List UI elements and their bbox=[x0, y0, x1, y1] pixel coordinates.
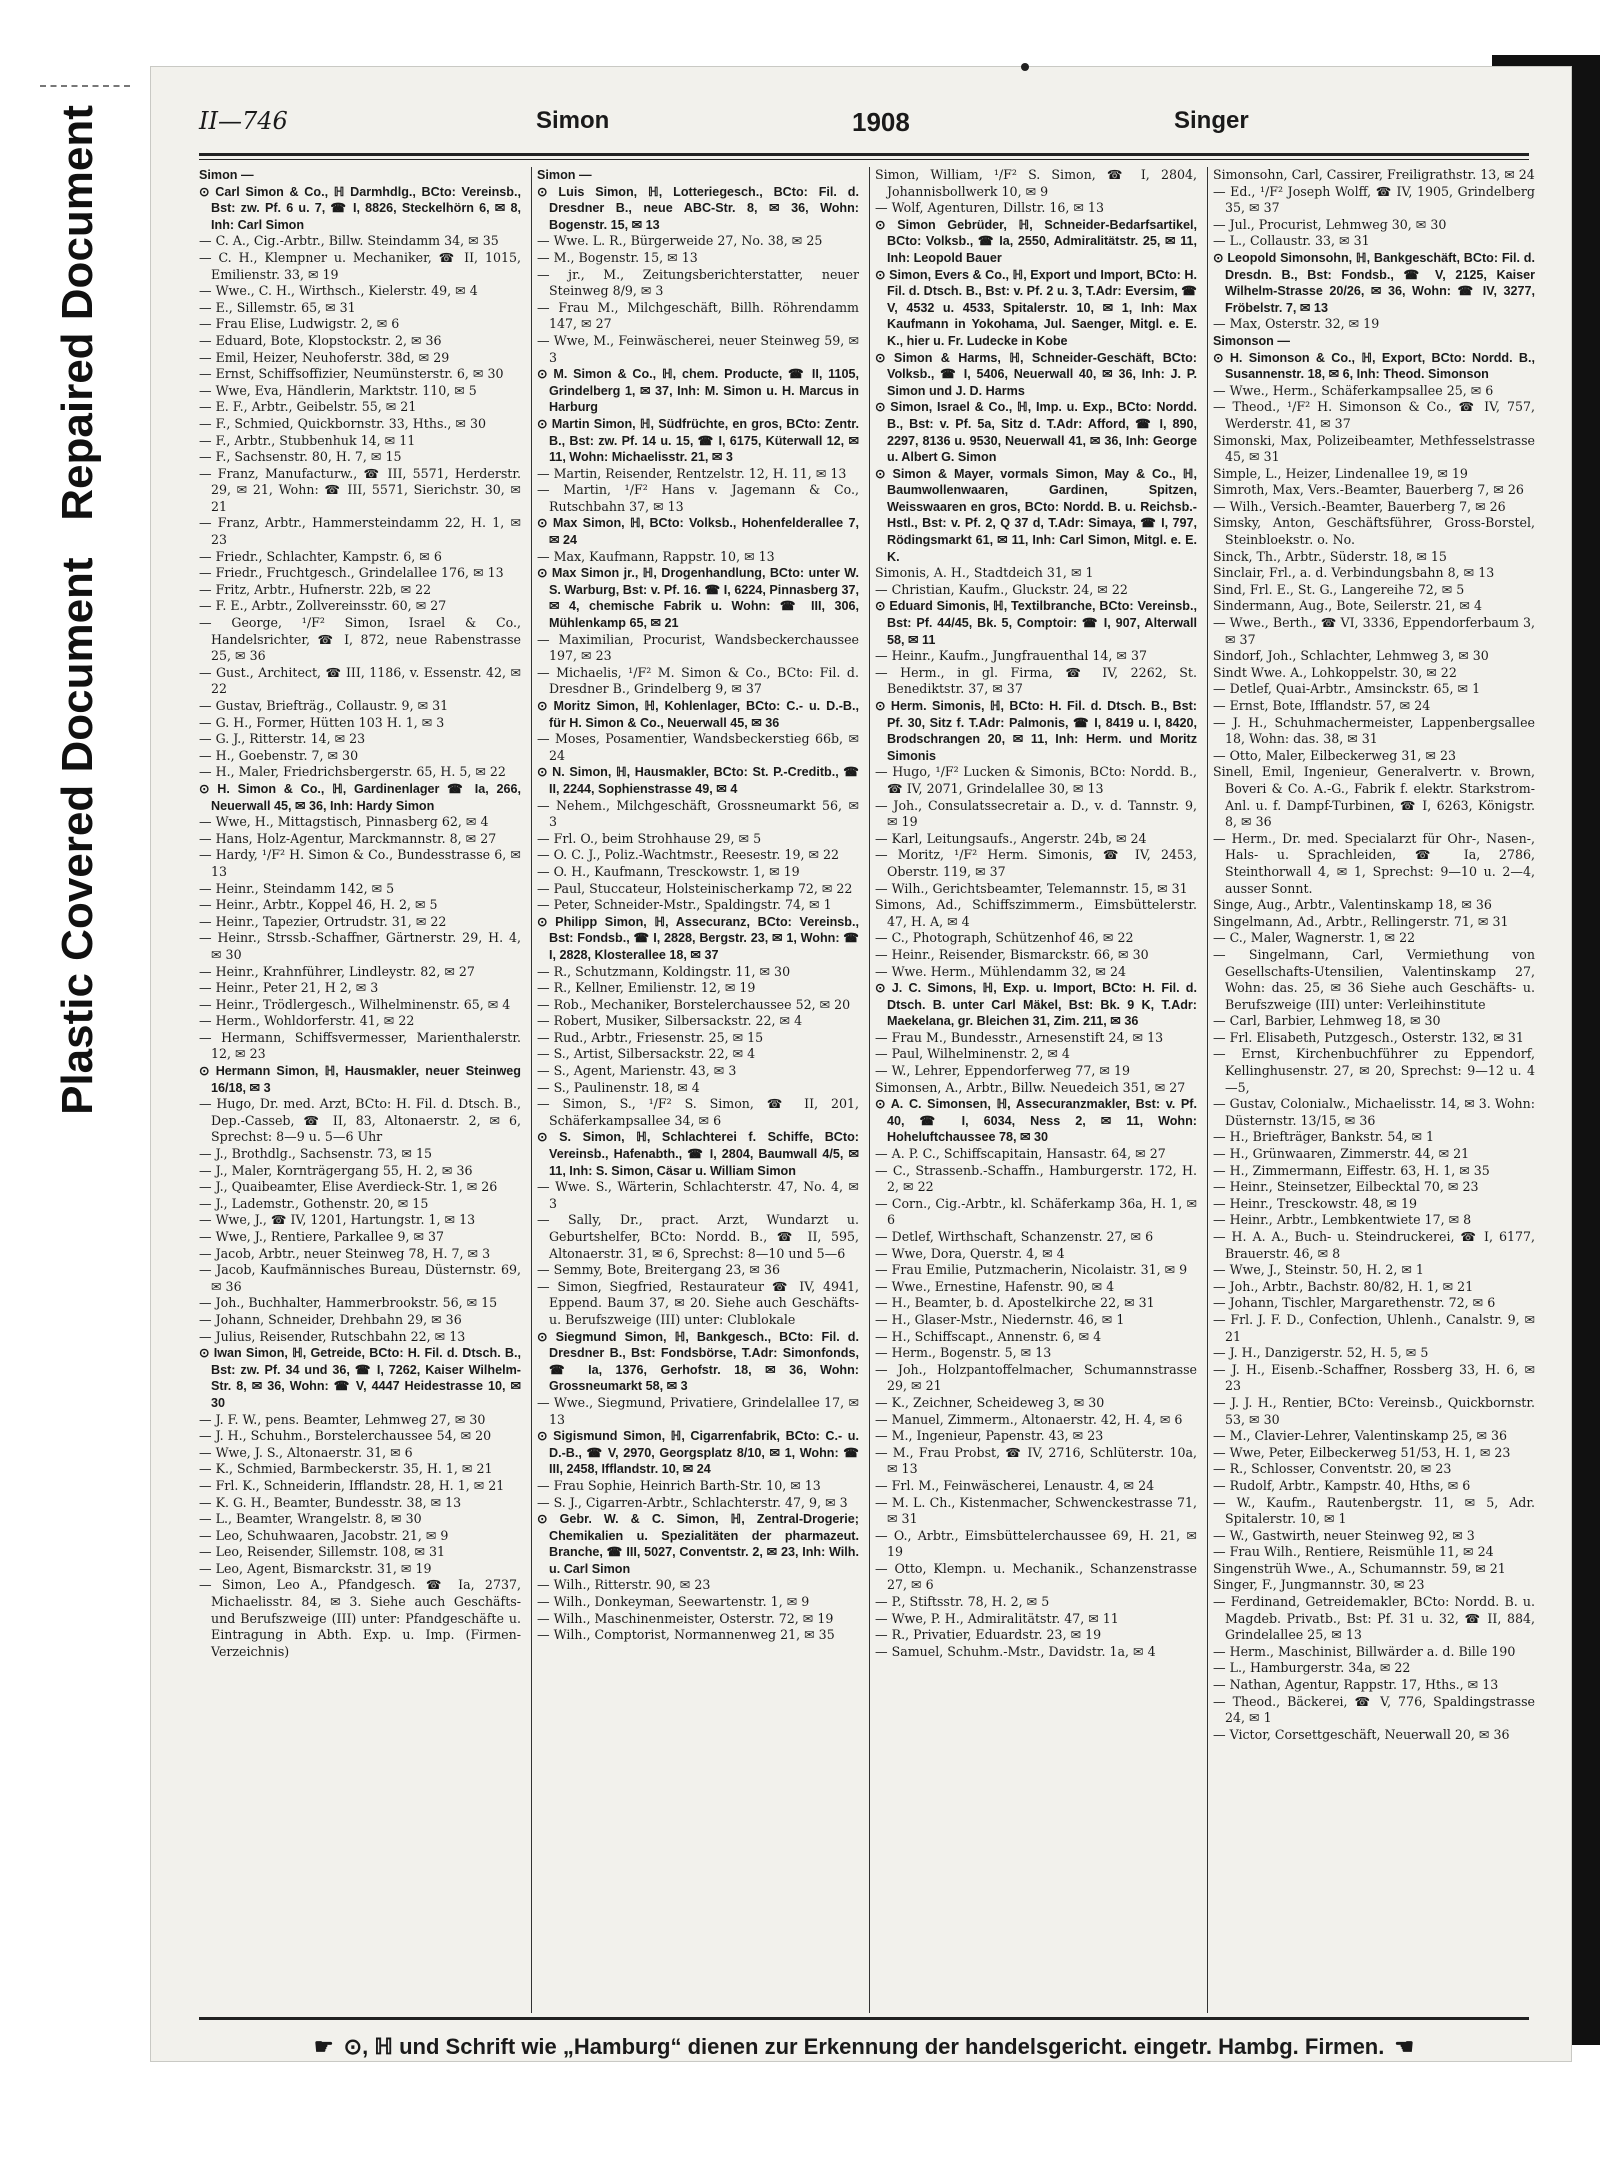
directory-entry: — Ernst, Bote, Ifflandstr. 57, ✉ 24 bbox=[1213, 698, 1431, 713]
directory-entry: — Max, Osterstr. 32, ✉ 19 bbox=[1213, 316, 1380, 332]
directory-entry: — H., Goebenstr. 7, ✉ 30 bbox=[199, 747, 359, 763]
directory-entry: — F., Arbtr., Stubbenhuk 14, ✉ 11 bbox=[199, 432, 416, 448]
directory-entry: — Jul., Procurist, Lehmweg 30, ✉ 30 bbox=[1213, 216, 1447, 232]
directory-entry: — Hans, Holz-Agentur, Marckmannstr. 8, ✉ 27 bbox=[199, 830, 497, 846]
directory-entry: — Heinr., Tresckowstr. 48, ✉ 19 bbox=[1213, 1195, 1417, 1211]
header-year: 1908 bbox=[852, 107, 910, 137]
directory-entry: ⊙ J. C. Simons, ℍ, Exp. u. Import, BCto: H. Fil. d. Dtsch. B. unter Carl Mäkel, Bst: Bk. 9 K, T.Adr: Maekelana, gr. Bleichen 31, Zim. 211, ✉ 36 bbox=[875, 981, 1197, 1029]
directory-entry: Sindorf, Joh., Schlachter, Lehmweg 3, ✉ 30 bbox=[1213, 648, 1489, 664]
directory-entry: — Theod., Bäckerei, ☎ V, 776, Spaldingstrasse 24, ✉ 1 bbox=[1213, 1693, 1535, 1726]
directory-entry: — Frl. J. F. D., Confection, Uhlenh., Canalstr. 9, ✉ 21 bbox=[1213, 1311, 1535, 1344]
directory-entry: — Joh., Consulatssecretair a. D., v. d. Tannstr. 9, ✉ 19 bbox=[875, 797, 1197, 830]
directory-entry: — Simon, S., ¹/F² S. Simon, ☎ II, 201, Schäferkampsallee 34, ✉ 6 bbox=[537, 1096, 859, 1128]
directory-entry: — Herm., Maschinist, Billwärder a. d. Bille 190 bbox=[1213, 1643, 1516, 1659]
directory-entry: — jr., M., Zeitungsberichterstatter, neuer Steinweg 8/9, ✉ 3 bbox=[537, 266, 859, 299]
directory-entry: — Hugo, Dr. med. Arzt, BCto: H. Fil. d. Dtsch. B., Dep.-Casseb, ☎ II, 83, Altonaerstr. 2, ✉ 6, Sprechst: 8—9 u. 5—6 Uhr bbox=[199, 1096, 521, 1145]
directory-entry: — F., Schmied, Quickbornstr. 33, Hths., ✉ 30 bbox=[199, 415, 486, 431]
directory-entry: — Carl, Barbier, Lehmweg 18, ✉ 30 bbox=[1213, 1013, 1441, 1029]
directory-entry: — K., Schmied, Barmbeckerstr. 35, H. 1, ✉ 21 bbox=[199, 1461, 493, 1477]
directory-entry: — C. A., Cig.-Arbtr., Billw. Steindamm 34, ✉ 35 bbox=[199, 233, 499, 249]
header-left-name: Simon bbox=[536, 107, 610, 134]
directory-entry: — Gustav, Briefträg., Collaustr. 9, ✉ 31 bbox=[199, 698, 449, 713]
directory-entry: — Emil, Heizer, Neuhoferstr. 38d, ✉ 29 bbox=[199, 349, 450, 365]
directory-entry: — Wilh., Maschinenmeister, Osterstr. 72, ✉ 19 bbox=[537, 1610, 834, 1626]
directory-entry: — M., Ingenieur, Papenstr. 43, ✉ 23 bbox=[875, 1428, 1104, 1444]
directory-entry: — K. G. H., Beamter, Bundesstr. 38, ✉ 13 bbox=[199, 1494, 462, 1510]
directory-entry: — Heinr., Trödlergesch., Wilhelminenstr. 65, ✉ 4 bbox=[199, 996, 511, 1012]
directory-entry: — Wilh., Ritterstr. 90, ✉ 23 bbox=[537, 1577, 711, 1593]
directory-entry: — Hermann, Schiffsvermesser, Marienthalerstr. 12, ✉ 23 bbox=[199, 1029, 521, 1062]
directory-entry: — J. H., Schuhmachermeister, Lappenbergsallee 18, Wohn: das. 38, ✉ 31 bbox=[1213, 714, 1535, 747]
directory-entry: — Johann, Tischler, Margarethenstr. 72, ✉ 6 bbox=[1213, 1295, 1496, 1311]
directory-entry: ⊙ S. Simon, ℍ, Schlachterei f. Schiffe, BCto: Vereinsb., Hafenabth., ☎ I, 2804, Baumwall 4/5, ✉ 11, Inh: S. Simon, Cäsar u. William Simon bbox=[537, 1130, 859, 1178]
directory-entry: ⊙ Leopold Simonsohn, ℍ, Bankgeschäft, BCto: Fil. d. Dresdn. B., Bst: Fondsb., ☎ V, 2125, Kaiser Wilhelm-Strasse 20/26, ✉ 36, Wohn: ☎ IV, 3277, Fröbelstr. 7, ✉ 13 bbox=[1213, 250, 1535, 315]
directory-entry: — Frl. Elisabeth, Putzgesch., Osterstr. 132, ✉ 31 bbox=[1213, 1029, 1524, 1045]
directory-entry: — J. J. H., Rentier, BCto: Vereinsb., Quickbornstr. 53, ✉ 30 bbox=[1213, 1394, 1535, 1427]
directory-entry: — Leo, Reisender, Sillemstr. 108, ✉ 31 bbox=[199, 1544, 446, 1560]
directory-entry: ⊙ N. Simon, ℍ, Hausmakler, BCto: St. P.-Creditb., ☎ II, 2244, Sophienstrasse 49, ✉ 4 bbox=[537, 765, 859, 796]
directory-entry: — Eduard, Bote, Klopstockstr. 2, ✉ 36 bbox=[199, 332, 442, 348]
directory-entry: — M., Bogenstr. 15, ✉ 13 bbox=[537, 249, 698, 265]
directory-entry: — Wwe, Eva, Händlerin, Marktstr. 110, ✉ 5 bbox=[199, 382, 477, 398]
pointing-hand-icon: ☚ bbox=[1394, 2034, 1415, 2059]
directory-entry: — Wwe, Dora, Querstr. 4, ✉ 4 bbox=[875, 1245, 1065, 1261]
directory-entry: ⊙ Iwan Simon, ℍ, Getreide, BCto: H. Fil. d. Dtsch. B., Bst: zw. Pf. 34 und 36, ☎ I, 7262, Kaiser Wilhelm-Str. 8, ✉ 36, Wohn: ☎ V, 4447 Heidestrasse 10, ✉ 30 bbox=[199, 1346, 521, 1410]
header-right-name: Singer bbox=[1174, 107, 1249, 134]
directory-entry: — S., Artist, Silbersackstr. 22, ✉ 4 bbox=[537, 1046, 756, 1062]
directory-entry: — Max, Kaufmann, Rappstr. 10, ✉ 13 bbox=[537, 548, 775, 564]
page-header bbox=[199, 107, 1529, 147]
directory-entry: — Wwe., Ernestine, Hafenstr. 90, ✉ 4 bbox=[875, 1278, 1115, 1294]
directory-entry: ⊙ Gebr. W. & C. Simon, ℍ, Zentral-Drogerie; Chemikalien u. Spezialitäten der pharmazeut. Branche, ☎ III, 5027, Conventstr. 2, ✉ 23, Inh: Wilh. u. Carl Simon bbox=[537, 1512, 859, 1576]
header-rule bbox=[199, 153, 1529, 156]
directory-entry: — Johann, Schneider, Drehbahn 29, ✉ 36 bbox=[199, 1311, 462, 1327]
side-label bbox=[53, 105, 103, 1115]
directory-entry: Singelmann, Ad., Arbtr., Rellingerstr. 71, ✉ 31 bbox=[1213, 913, 1509, 929]
directory-entry: — Leo, Schuhwaaren, Jacobstr. 21, ✉ 9 bbox=[199, 1527, 449, 1543]
directory-entry: — Frau Sophie, Heinrich Barth-Str. 10, ✉ 13 bbox=[537, 1477, 821, 1493]
directory-entry: — Jacob, Kaufmännisches Bureau, Düsternstr. 69, ✉ 36 bbox=[199, 1262, 521, 1294]
directory-entry: — H., Beamter, b. d. Apostelkirche 22, ✉ 31 bbox=[875, 1295, 1155, 1311]
directory-entry: ⊙ Simon Gebrüder, ℍ, Schneider-Bedarfsartikel, BCto: Volksb., ☎ Ia, 2550, Admiralitätstr. 25, ✉ 11, Inh: Leopold Bauer bbox=[875, 217, 1197, 265]
directory-entry: ⊙ Philipp Simon, ℍ, Assecuranz, BCto: Vereinsb., Bst: Fondsb., ☎ I, 2828, Bergstr. 23, ✉ 1, Wohn: ☎ I, 2828, Klosterallee 18, ✉ 37 bbox=[537, 914, 859, 962]
directory-entry: — Wwe., Siegmund, Privatiere, Grindelallee 17, ✉ 13 bbox=[537, 1394, 859, 1427]
directory-entry: — Hugo, ¹/F² Lucken & Simonis, BCto: Nordd. B., ☎ IV, 2071, Grindelallee 30, ✉ 13 bbox=[875, 764, 1197, 796]
directory-entry: ⊙ H. Simonson & Co., ℍ, Export, BCto: Nordd. B., Susannenstr. 18, ✉ 6, Inh: Theod. Simonson bbox=[1213, 350, 1535, 382]
directory-entry: Sind, Frl. E., St. G., Langereihe 72, ✉ 5 bbox=[1213, 581, 1465, 597]
directory-entry: — Heinr., Peter 21, H 2, ✉ 3 bbox=[199, 980, 379, 996]
directory-entry: — Corn., Cig.-Arbtr., kl. Schäferkamp 36a, H. 1, ✉ 6 bbox=[875, 1195, 1197, 1228]
directory-entry: — R., Schlosser, Conventstr. 20, ✉ 23 bbox=[1213, 1461, 1452, 1477]
directory-entry: Sinck, Th., Arbtr., Süderstr. 18, ✉ 15 bbox=[1213, 548, 1447, 564]
directory-entry: — L., Collaustr. 33, ✉ 31 bbox=[1213, 233, 1370, 249]
directory-entry: — M., Frau Probst, ☎ IV, 2716, Schlüterstr. 10a, ✉ 13 bbox=[875, 1444, 1197, 1477]
directory-entry: — Julius, Reisender, Rutschbahn 22, ✉ 13 bbox=[199, 1328, 466, 1344]
directory-entry: — Leo, Agent, Bismarckstr. 31, ✉ 19 bbox=[199, 1560, 432, 1576]
directory-entry: — Martin, Reisender, Rentzelstr. 12, H. 11, ✉ 13 bbox=[537, 465, 847, 481]
directory-entry: — Gust., Architect, ☎ III, 1186, v. Essenstr. 42, ✉ 22 bbox=[199, 664, 521, 697]
directory-entry: — Frau Elise, Ludwigstr. 2, ✉ 6 bbox=[199, 316, 400, 332]
directory-entry: — Heinr., Reisender, Bismarckstr. 66, ✉ 30 bbox=[875, 946, 1149, 962]
directory-entry: Singer, F., Jungmannstr. 30, ✉ 23 bbox=[1213, 1577, 1425, 1593]
directory-entry: — Wwe., C. H., Wirthsch., Kielerstr. 49, ✉ 4 bbox=[199, 283, 478, 299]
directory-entry: ⊙ Hermann Simon, ℍ, Hausmakler, neuer Steinweg 16/18, ✉ 3 bbox=[199, 1064, 521, 1095]
directory-entry: — L., Hamburgerstr. 34a, ✉ 22 bbox=[1213, 1660, 1411, 1676]
directory-entry: — Wwe, P. H., Admiralitätstr. 47, ✉ 11 bbox=[875, 1610, 1119, 1626]
directory-entry: — Nehem., Milchgeschäft, Grossneumarkt 56, ✉ 3 bbox=[537, 797, 859, 830]
directory-entry: — Rudolf, Arbtr., Kampstr. 40, Hths, ✉ 6 bbox=[1213, 1477, 1471, 1493]
directory-entry: ⊙ Simon & Harms, ℍ, Schneider-Geschäft, BCto: Volksb., ☎ I, 5406, Neuerwall 40, ✉ 36, Inh: J. P. Simon und J. D. Harms bbox=[875, 350, 1197, 398]
directory-entry: — Maximilian, Procurist, Wandsbeckerchaussee 197, ✉ 23 bbox=[537, 631, 859, 664]
directory-entry: — J., Lademstr., Gothenstr. 20, ✉ 15 bbox=[199, 1195, 429, 1211]
directory-entry: — Victor, Corsettgeschäft, Neuerwall 20, ✉ 36 bbox=[1213, 1726, 1510, 1742]
directory-entry: — Karl, Leitungsaufs., Angerstr. 24b, ✉ 24 bbox=[875, 830, 1147, 846]
directory-entry: — O. C. J., Poliz.-Wachtmstr., Reesestr. 19, ✉ 22 bbox=[537, 847, 840, 863]
directory-entry: — J. H., Danzigerstr. 52, H. 5, ✉ 5 bbox=[1213, 1345, 1429, 1361]
directory-entry: — Paul, Stuccateur, Holsteinischerkamp 72, ✉ 22 bbox=[537, 880, 853, 896]
directory-entry: — Frau M., Milchgeschäft, Billh. Röhrendamm 147, ✉ 27 bbox=[537, 299, 859, 332]
header-rule-thin bbox=[199, 159, 1529, 160]
directory-entry: — C., Maler, Wagnerstr. 1, ✉ 22 bbox=[1213, 930, 1416, 946]
directory-entry: — H., Glaser-Mstr., Niedernstr. 46, ✉ 1 bbox=[875, 1311, 1125, 1327]
directory-entry: — H., Zimmermann, Eiffestr. 63, H. 1, ✉ 35 bbox=[1213, 1162, 1490, 1178]
directory-entry: ⊙ Martin Simon, ℍ, Südfrüchte, en gros, BCto: Zentr. B., Bst: zw. Pf. 14 u. 15, ☎ I, 6175, Küterwall 12, ✉ 11, Wohn: Michaelisstr. 21, ✉ 3 bbox=[537, 416, 859, 465]
directory-entry: — Heinr., Kaufm., Jungfrauenthal 14, ✉ 37 bbox=[875, 648, 1147, 664]
directory-entry: — Robert, Musiker, Silbersackstr. 22, ✉ 4 bbox=[537, 1013, 803, 1029]
directory-entry: — H., Briefträger, Bankstr. 54, ✉ 1 bbox=[1213, 1129, 1435, 1145]
directory-entry: — Wwe, M., Feinwäscherei, neuer Steinweg 59, ✉ 3 bbox=[537, 332, 859, 365]
directory-entry: — Rob., Mechaniker, Borstelerchaussee 52, ✉ 20 bbox=[537, 996, 851, 1012]
directory-entry: — Simon, Leo A., Pfandgesch. ☎ Ia, 2737, Michaelisstr. 84, ✉ 3. Siehe auch Geschäfts- und Berufszweige (III) unter: Pfandgeschäfte u. Eintragung in Abth. Exp. u. Imp. (Firmen-Verzeichnis) bbox=[199, 1577, 521, 1659]
directory-entry: — W., Lehrer, Eppendorferweg 77, ✉ 19 bbox=[875, 1063, 1130, 1079]
directory-entry: — Singelmann, Carl, Vermiethung von Gesellschafts-Utensilien, Valentinskamp 27, Wohn: das. 25, ✉ 36 Siehe auch Geschäfts- u. Berufszweige (III) unter: Verleihinstitute bbox=[1213, 946, 1535, 1012]
directory-entry: — Peter, Schneider-Mstr., Spaldingstr. 74, ✉ 1 bbox=[537, 897, 832, 913]
directory-entry: — O. H., Kaufmann, Tresckowstr. 1, ✉ 19 bbox=[537, 863, 800, 879]
directory-entry: — Heinr., Arbtr., Koppel 46, H. 2, ✉ 5 bbox=[199, 897, 438, 913]
directory-entry: — Nathan, Agentur, Rappstr. 17, Hths., ✉ 13 bbox=[1213, 1677, 1499, 1693]
directory-entry: — Wwe, H., Mittagstisch, Pinnasberg 62, ✉ 4 bbox=[199, 814, 489, 830]
directory-entry: — Friedr., Schlachter, Kampstr. 6, ✉ 6 bbox=[199, 548, 442, 564]
directory-entry: — Ed., ¹/F² Joseph Wolff, ☎ IV, 1905, Grindelberg 35, ✉ 37 bbox=[1213, 183, 1535, 216]
directory-entry: Simon — bbox=[199, 168, 254, 182]
directory-entry: — S., Agent, Marienstr. 43, ✉ 3 bbox=[537, 1063, 737, 1079]
directory-entry: — Herm., Bogenstr. 5, ✉ 13 bbox=[875, 1345, 1052, 1361]
directory-entry: Simon — bbox=[537, 168, 592, 182]
directory-entry: ⊙ A. C. Simonsen, ℍ, Assecuranzmakler, Bst: v. Pf. 40, ☎ I, 6034, Ness 2, ✉ 11, Wohn: Hoheluftchaussee 78, ✉ 30 bbox=[875, 1097, 1197, 1145]
directory-entry: — Frau Wilh., Rentiere, Reismühle 11, ✉ 24 bbox=[1213, 1544, 1494, 1560]
directory-entry: — Wwe, J., Rentiere, Parkallee 9, ✉ 37 bbox=[199, 1229, 445, 1244]
directory-entry: — J., Maler, Kornträgergang 55, H. 2, ✉ 36 bbox=[199, 1162, 473, 1178]
directory-entry: Sindt Wwe. A., Lohkoppelstr. 30, ✉ 22 bbox=[1213, 664, 1457, 680]
directory-entry: — Theod., ¹/F² H. Simonson & Co., ☎ IV, 757, Werderstr. 41, ✉ 37 bbox=[1213, 399, 1535, 431]
directory-entry: ⊙ Luis Simon, ℍ, Lotteriegesch., BCto: Fil. d. Dresdner B., neue ABC-Str. 8, ✉ 36, Wohn: Bogenstr. 15, ✉ 13 bbox=[537, 184, 859, 232]
directory-entry: — Herm., Wohldorferstr. 41, ✉ 22 bbox=[199, 1013, 415, 1029]
directory-entry: — Wwe, Peter, Eilbeckerweg 51/53, H. 1, ✉ 23 bbox=[1213, 1444, 1511, 1460]
directory-entry: — Ernst, Kirchenbuchführer zu Eppendorf, Kellinghusenstr. 27, ✉ 20, Sprechst: 9—12 u. 4—5, bbox=[1213, 1046, 1535, 1095]
directory-entry: — Heinr., Steindamm 142, ✉ 5 bbox=[199, 880, 395, 896]
directory-entry: Sinclair, Frl., a. d. Verbindungsbahn 8, ✉ 13 bbox=[1213, 565, 1495, 581]
directory-entry: — J., Brothdlg., Sachsenstr. 73, ✉ 15 bbox=[199, 1146, 432, 1162]
directory-entry: — Detlef, Quai-Arbtr., Amsinckstr. 65, ✉ 1 bbox=[1213, 681, 1481, 697]
directory-entry: — Heinr., Strssb.-Schaffner, Gärtnerstr. 29, H. 4, ✉ 30 bbox=[199, 930, 521, 962]
directory-entry: — Gustav, Colonialw., Michaelisstr. 14, ✉ 3. Wohn: Düsternstr. 13/15, ✉ 36 bbox=[1213, 1096, 1535, 1128]
directory-entry: Simsky, Anton, Geschäftsführer, Gross-Borstel, Steinbloekstr. o. No. bbox=[1213, 515, 1535, 548]
directory-page bbox=[150, 66, 1572, 2062]
directory-entry: — Franz, Manufacturw., ☎ III, 5571, Herderstr. 29, ✉ 21, Wohn: ☎ III, 5571, Sierichstr. 30, ✉ 21 bbox=[199, 465, 521, 514]
directory-entry: — Hardy, ¹/F² H. Simon & Co., Bundesstrasse 6, ✉ 13 bbox=[199, 847, 521, 879]
directory-entry: Sinell, Emil, Ingenieur, Generalvertr. v. Brown, Boveri & Co. A.-G., Fabrik f. elektr. Starkstrom-Anl. u. f. Dampf-Turbinen, ☎ I, 6263, Königstr. 8, ✉ 36 bbox=[1213, 764, 1535, 830]
directory-entry: — R., Schutzmann, Koldingstr. 11, ✉ 30 bbox=[537, 963, 791, 979]
directory-entry: Simonis, A. H., Stadtdeich 31, ✉ 1 bbox=[875, 565, 1094, 581]
directory-entry: — Joh., Buchhalter, Hammerbrookstr. 56, ✉ 15 bbox=[199, 1295, 498, 1311]
directory-entry: — George, ¹/F² Simon, Israel & Co., Handelsrichter, ☎ I, 872, neue Rabenstrasse 25, ✉ 36 bbox=[199, 615, 521, 664]
column-2 bbox=[537, 167, 859, 2007]
directory-entry: — Herm., Dr. med. Specialarzt für Ohr-, Nasen-, Hals- u. Sprachleiden, ☎ Ia, 2786, Steinthorwall 4, ✉ 1, Sprechst: 9—10 u. 2—4, ausser Sonnt. bbox=[1213, 830, 1535, 896]
directory-entry: ⊙ Moritz Simon, ℍ, Kohlenlager, BCto: C.- u. D.-B., für H. Simon & Co., Neuerwall 45, ✉ 36 bbox=[537, 699, 859, 730]
directory-entry: — H., Maler, Friedrichsbergerstr. 65, H. 5, ✉ 22 bbox=[199, 764, 506, 780]
directory-entry: — Wwe, J., ☎ IV, 1201, Hartungstr. 1, ✉ 13 bbox=[199, 1212, 476, 1228]
directory-entry: — M. L. Ch., Kistenmacher, Schwenckestrasse 71, ✉ 31 bbox=[875, 1494, 1197, 1527]
directory-entry: ⊙ H. Simon & Co., ℍ, Gardinenlager ☎ Ia, 266, Neuerwall 45, ✉ 36, Inh: Hardy Simon bbox=[199, 781, 521, 813]
directory-entry: Singenstrüh Wwe., A., Schumannstr. 59, ✉ 21 bbox=[1213, 1560, 1506, 1576]
directory-entry: — Christian, Kaufm., Gluckstr. 24, ✉ 22 bbox=[875, 581, 1128, 597]
directory-entry: — J., Quaibeamter, Elise Averdieck-Str. 1, ✉ 26 bbox=[199, 1179, 498, 1195]
directory-entry: — Frau Emilie, Putzmacherin, Nicolaistr. 31, ✉ 9 bbox=[875, 1262, 1188, 1278]
directory-entry: — Frl. M., Feinwäscherei, Lenaustr. 4, ✉ 24 bbox=[875, 1477, 1155, 1493]
directory-entry: — R., Kellner, Emilienstr. 12, ✉ 19 bbox=[537, 980, 756, 996]
column-1 bbox=[199, 167, 521, 2007]
directory-entry: — H., Grünwaaren, Zimmerstr. 44, ✉ 21 bbox=[1213, 1146, 1470, 1162]
directory-entry: Simon, William, ¹/F² S. Simon, ☎ I, 2804, Johannisbollwerk 10, ✉ 9 bbox=[875, 167, 1197, 199]
directory-entry: — H. A. A., Buch- u. Steindruckerei, ☎ I, 6177, Brauerstr. 46, ✉ 8 bbox=[1213, 1229, 1535, 1261]
pointing-hand-icon: ☛ bbox=[313, 2034, 334, 2059]
directory-entry: — Joh., Holzpantoffelmacher, Schumannstrasse 29, ✉ 21 bbox=[875, 1361, 1197, 1394]
directory-entry: ⊙ Simon, Evers & Co., ℍ, Export und Import, BCto: H. Fil. d. Dtsch. B., Bst: v. Pf. 2 u. 3, T.Adr: Eversim, ☎ V, 4532 u. 4533, Spitalerstr. 10, ✉ 1, Inh: Max Kaufmann in Yokohama, Jul. Saenger, Mitgl. e. E. K., hier u. Fr. Ludecke in Kobe bbox=[875, 267, 1197, 348]
directory-entry: — S. J., Cigarren-Arbtr., Schlachterstr. 47, 9, ✉ 3 bbox=[537, 1494, 848, 1510]
footer-text: ⊙, ℍ und Schrift wie „Hamburg“ dienen zur Erkennung der handelsgericht. eingetr. Hambg. Firmen. bbox=[343, 2034, 1385, 2059]
directory-entry: — Otto, Maler, Eilbeckerweg 31, ✉ 23 bbox=[1213, 747, 1456, 763]
directory-entry: — Simon, Siegfried, Restaurateur ☎ IV, 4941, Eppend. Baum 37, ✉ 20. Siehe auch Geschäfts- u. Berufszweige (III) unter: Clublokale bbox=[537, 1278, 859, 1327]
directory-entry: — Wwe. Herm., Mühlendamm 32, ✉ 24 bbox=[875, 963, 1126, 979]
directory-entry: — M., Clavier-Lehrer, Valentinskamp 25, ✉ 36 bbox=[1213, 1428, 1508, 1444]
directory-entry: — Wilh., Donkeyman, Seewartenstr. 1, ✉ 9 bbox=[537, 1594, 810, 1610]
directory-entry: — Wwe., Berth., ☎ VI, 3336, Eppendorferbaum 3, ✉ 37 bbox=[1213, 615, 1535, 647]
directory-entry: Simonsen, A., Arbtr., Billw. Neuedeich 351, ✉ 27 bbox=[875, 1079, 1186, 1095]
column-3 bbox=[875, 167, 1197, 2007]
directory-entry: ⊙ Max Simon jr., ℍ, Drogenhandlung, BCto: unter W. S. Warburg, Bst: v. Pf. 16. ☎ I, 6224, Pinnasberg 37, ✉ 4, chemische Fabrik u. Wohn: ☎ III, 306, Mühlenkamp 65, ✉ 21 bbox=[537, 566, 859, 631]
directory-entry: — Wwe, J. S., Altonaerstr. 31, ✉ 6 bbox=[199, 1444, 413, 1460]
side-label-plastic: Plastic Covered Document bbox=[53, 557, 102, 1115]
directory-entry: — Wwe., Herm., Schäferkampsallee 25, ✉ 6 bbox=[1213, 382, 1494, 398]
directory-entry: — O., Arbtr., Eimsbüttelerchaussee 69, H. 21, ✉ 19 bbox=[875, 1527, 1197, 1560]
directory-entry: — Wilh., Comptorist, Normannenweg 21, ✉ 35 bbox=[537, 1627, 835, 1643]
directory-entry: — Frl. O., beim Strohhause 29, ✉ 5 bbox=[537, 830, 762, 846]
directory-entry: — Paul, Wilhelminenstr. 2, ✉ 4 bbox=[875, 1046, 1070, 1062]
directory-entry: — Samuel, Schuhm.-Mstr., Davidstr. 1a, ✉ 4 bbox=[875, 1643, 1156, 1659]
directory-entry: — E. F., Arbtr., Geibelstr. 55, ✉ 21 bbox=[199, 399, 417, 415]
directory-entry: — Wolf, Agenturen, Dillstr. 16, ✉ 13 bbox=[875, 200, 1104, 216]
directory-entry: — Herm., in gl. Firma, ☎ IV, 2262, St. Benediktstr. 37, ✉ 37 bbox=[875, 664, 1197, 697]
directory-entry: — Michaelis, ¹/F² M. Simon & Co., BCto: Fil. d. Dresdner B., Grindelberg 9, ✉ 37 bbox=[537, 664, 859, 697]
directory-entry: — G. H., Former, Hütten 103 H. 1, ✉ 3 bbox=[199, 714, 445, 730]
side-label-repaired: Repaired Document bbox=[53, 105, 102, 521]
directory-entry: — W., Gastwirth, neuer Steinweg 92, ✉ 3 bbox=[1213, 1527, 1475, 1543]
directory-entry: — Joh., Arbtr., Bachstr. 80/82, H. 1, ✉ 21 bbox=[1213, 1278, 1474, 1294]
directory-entry: — Fritz, Arbtr., Hufnerstr. 22b, ✉ 22 bbox=[199, 581, 432, 597]
directory-entry: — F., Sachsenstr. 80, H. 7, ✉ 15 bbox=[199, 449, 402, 465]
directory-entry: — Moses, Posamentier, Wandsbeckerstieg 66b, ✉ 24 bbox=[537, 731, 859, 763]
directory-entry: — Wilh., Versich.-Beamter, Bauerberg 7, ✉ 26 bbox=[1213, 498, 1506, 514]
punch-dot bbox=[1021, 63, 1029, 71]
directory-entry: ⊙ M. Simon & Co., ℍ, chem. Producte, ☎ II, 1105, Grindelberg 1, ✉ 37, Inh: M. Simon u. H. Marcus in Harburg bbox=[537, 367, 859, 415]
directory-entry: Simonsohn, Carl, Cassirer, Freiligrathstr. 13, ✉ 24 bbox=[1213, 167, 1535, 182]
directory-entry: — Ernst, Schiffsoffizier, Neumünsterstr. 6, ✉ 30 bbox=[199, 366, 504, 382]
directory-entry: — Martin, ¹/F² Hans v. Jagemann & Co., Rutschbahn 37, ✉ 13 bbox=[537, 482, 859, 514]
directory-entry: — Wwe, J., Steinstr. 50, H. 2, ✉ 1 bbox=[1213, 1262, 1424, 1278]
directory-entry: — Heinr., Krahnführer, Lindleystr. 82, ✉ 27 bbox=[199, 963, 475, 979]
directory-entry: — K., Zeichner, Scheideweg 3, ✉ 30 bbox=[875, 1394, 1105, 1410]
directory-entry: — E., Sillemstr. 65, ✉ 31 bbox=[199, 299, 356, 315]
directory-entry: Singe, Aug., Arbtr., Valentinskamp 18, ✉ 36 bbox=[1213, 897, 1492, 913]
directory-entry: ⊙ Simon & Mayer, vormals Simon, May & Co., ℍ, Baumwollenwaaren, Gardinen, Spitzen, Weisswaaren en gros, BCto: Nordd. B. u. Reichsb.-Hstl., Bst: v. Pf. 2, Q 37 d, T.Adr: Simaya, ☎ I, 797, Rödingsmarkt 61, ✉ 11, Inh: Carl Simon, Mitgl. e. E. K. bbox=[875, 466, 1197, 564]
directory-entry: ⊙ Siegmund Simon, ℍ, Bankgesch., BCto: Fil. d. Dresdner B., Bst: Fondsbörse, T.Adr: Simonfonds, ☎ Ia, 1376, Gerhofstr. 18, ✉ 36, Wohn: Grossneumarkt 58, ✉ 3 bbox=[537, 1329, 859, 1394]
directory-entry: — Moritz, ¹/F² Herm. Simonis, ☎ IV, 2453, Oberstr. 119, ✉ 37 bbox=[875, 847, 1197, 879]
directory-entry: — Manuel, Zimmerm., Altonaerstr. 42, H. 4, ✉ 6 bbox=[875, 1411, 1183, 1427]
directory-entry: Simroth, Max, Vers.-Beamter, Bauerberg 7, ✉ 26 bbox=[1213, 482, 1524, 498]
directory-entry: — L., Beamter, Wrangelstr. 8, ✉ 30 bbox=[199, 1511, 422, 1527]
directory-entry: — Wwe. L. R., Bürgerweide 27, No. 38, ✉ 25 bbox=[537, 233, 823, 249]
directory-entry: — Frl. K., Schneiderin, Ifflandstr. 28, H. 1, ✉ 21 bbox=[199, 1477, 505, 1493]
column-4 bbox=[1213, 167, 1535, 2007]
page-footer bbox=[199, 2017, 1529, 2060]
directory-entry: — H., Schiffscapt., Annenstr. 6, ✉ 4 bbox=[875, 1328, 1102, 1344]
directory-entry: — Heinr., Tapezier, Ortrudstr. 31, ✉ 22 bbox=[199, 913, 447, 929]
directory-entry: — J. H., Schuhm., Borstelerchaussee 54, ✉ 20 bbox=[199, 1428, 492, 1444]
directory-entry: — J. F. W., pens. Beamter, Lehmweg 27, ✉ 30 bbox=[199, 1411, 486, 1427]
directory-entry: — Otto, Klempn. u. Mechanik., Schanzenstrasse 27, ✉ 6 bbox=[875, 1560, 1197, 1593]
directory-entry: — Semmy, Bote, Breitergang 23, ✉ 36 bbox=[537, 1262, 781, 1278]
directory-entry: ⊙ Max Simon, ℍ, BCto: Volksb., Hohenfelderallee 7, ✉ 24 bbox=[537, 516, 859, 548]
directory-entry: — F. E., Arbtr., Zollvereinsstr. 60, ✉ 27 bbox=[199, 598, 447, 614]
directory-entry: Simonson — bbox=[1213, 333, 1290, 348]
directory-entry: ⊙ Carl Simon & Co., ℍ Darmhdlg., BCto: Vereinsb., Bst: zw. Pf. 6 u. 7, ☎ I, 8826, Steckelhörn 6, ✉ 8, Inh: Carl Simon bbox=[199, 184, 521, 232]
directory-entry: Simonski, Max, Polizeibeamter, Methfesselstrasse 45, ✉ 31 bbox=[1213, 432, 1535, 465]
directory-entry: — Heinr., Arbtr., Lembkentwiete 17, ✉ 8 bbox=[1213, 1212, 1472, 1228]
directory-entry: — Frau M., Bundesstr., Arnesenstift 24, ✉ 13 bbox=[875, 1029, 1164, 1045]
directory-entry: — Wwe. S., Wärterin, Schlachterstr. 47, No. 4, ✉ 3 bbox=[537, 1179, 859, 1211]
directory-entry: — Rud., Arbtr., Friesenstr. 25, ✉ 15 bbox=[537, 1029, 764, 1045]
directory-entry: — Wilh., Gerichtsbeamter, Telemannstr. 15, ✉ 31 bbox=[875, 880, 1188, 896]
directory-entry: — W., Kaufm., Rautenbergstr. 11, ✉ 5, Adr. Spitalerstr. 10, ✉ 1 bbox=[1213, 1494, 1535, 1527]
directory-entry: — J. H., Eisenb.-Schaffner, Rossberg 33, H. 6, ✉ 23 bbox=[1213, 1361, 1535, 1394]
directory-entry: — Jacob, Arbtr., neuer Steinweg 78, H. 7, ✉ 3 bbox=[199, 1245, 491, 1261]
directory-entry: — Detlef, Wirthschaft, Schanzenstr. 27, ✉ 6 bbox=[875, 1229, 1154, 1244]
directory-entry: — G. J., Ritterstr. 14, ✉ 23 bbox=[199, 731, 366, 747]
directory-entry: — A. P. C., Schiffscapitain, Hansastr. 64, ✉ 27 bbox=[875, 1146, 1166, 1162]
directory-entry: — R., Privatier, Eduardstr. 23, ✉ 19 bbox=[875, 1627, 1102, 1643]
directory-entry: — C. H., Klempner u. Mechaniker, ☎ II, 1015, Emilienstr. 33, ✉ 19 bbox=[199, 249, 521, 282]
directory-entry: ⊙ Sigismund Simon, ℍ, Cigarrenfabrik, BCto: C.- u. D.-B., ☎ V, 2970, Georgsplatz 8/10, ✉ 1, Wohn: ☎ III, 2458, Ifflandstr. 10, ✉ 24 bbox=[537, 1429, 859, 1477]
directory-entry: Simons, Ad., Schiffszimmerm., Eimsbüttelerstr. 47, H. A, ✉ 4 bbox=[875, 897, 1197, 929]
directory-entry: — Franz, Arbtr., Hammersteindamm 22, H. 1, ✉ 23 bbox=[199, 515, 521, 548]
directory-entry: — C., Strassenb.-Schaffn., Hamburgerstr. 172, H. 2, ✉ 22 bbox=[875, 1162, 1197, 1195]
directory-entry: ⊙ Simon, Israel & Co., ℍ, Imp. u. Exp., BCto: Nordd. B., Bst: v. Pf. 5a, Sitz d. T.Adr: Afford, ☎ I, 890, 2297, 8136 u. 9530, Neuerwall 41, ✉ 36, Inh: George u. Albert G. Simon bbox=[875, 400, 1197, 465]
page-number: II—746 bbox=[199, 107, 288, 135]
directory-entry: — Heinr., Steinsetzer, Eilbecktal 70, ✉ 23 bbox=[1213, 1179, 1479, 1195]
directory-entry: — Sally, Dr., pract. Arzt, Wundarzt u. Geburtshelfer, BCto: Nordd. B., ☎ II, 595, Altonaerstr. 31, ✉ 6, Sprechst: 8—10 und 5—6 bbox=[537, 1212, 859, 1261]
directory-entry: — C., Photograph, Schützenhof 46, ✉ 22 bbox=[875, 930, 1134, 946]
directory-entry: ⊙ Eduard Simonis, ℍ, Textilbranche, BCto: Vereinsb., Bst: Pf. 44/45, Bk. 5, Comptoir: ☎ I, 907, Alterwall 58, ✉ 11 bbox=[875, 599, 1197, 647]
directory-entry: — Ferdinand, Getreidemakler, BCto: Nordd. B. u. Magdeb. Privatb., Bst: Pf. 31 u. 32, ☎ II, 884, Grindelallee 25, ✉ 13 bbox=[1213, 1594, 1535, 1643]
scan-dashed-mark bbox=[40, 85, 130, 87]
directory-entry: — Friedr., Fruchtgesch., Grindelallee 176, ✉ 13 bbox=[199, 565, 504, 581]
directory-entry: — P., Stiftsstr. 78, H. 2, ✉ 5 bbox=[875, 1594, 1050, 1610]
directory-columns bbox=[199, 167, 1535, 2007]
directory-entry: Sindermann, Aug., Bote, Seilerstr. 21, ✉ 4 bbox=[1213, 598, 1482, 614]
directory-entry: — S., Paulinenstr. 18, ✉ 4 bbox=[537, 1079, 700, 1095]
directory-entry: Simple, L., Heizer, Lindenallee 19, ✉ 19 bbox=[1213, 465, 1468, 481]
footer-note bbox=[199, 2034, 1529, 2060]
directory-entry: ⊙ Herm. Simonis, ℍ, BCto: H. Fil. d. Dtsch. B., Bst: Pf. 30, Sitz f. T.Adr: Palmonis, ☎ I, 8419 u. I, 8420, Brodschrangen 20, ✉ 11, Inh: Herm. und Moritz Simonis bbox=[875, 699, 1197, 763]
